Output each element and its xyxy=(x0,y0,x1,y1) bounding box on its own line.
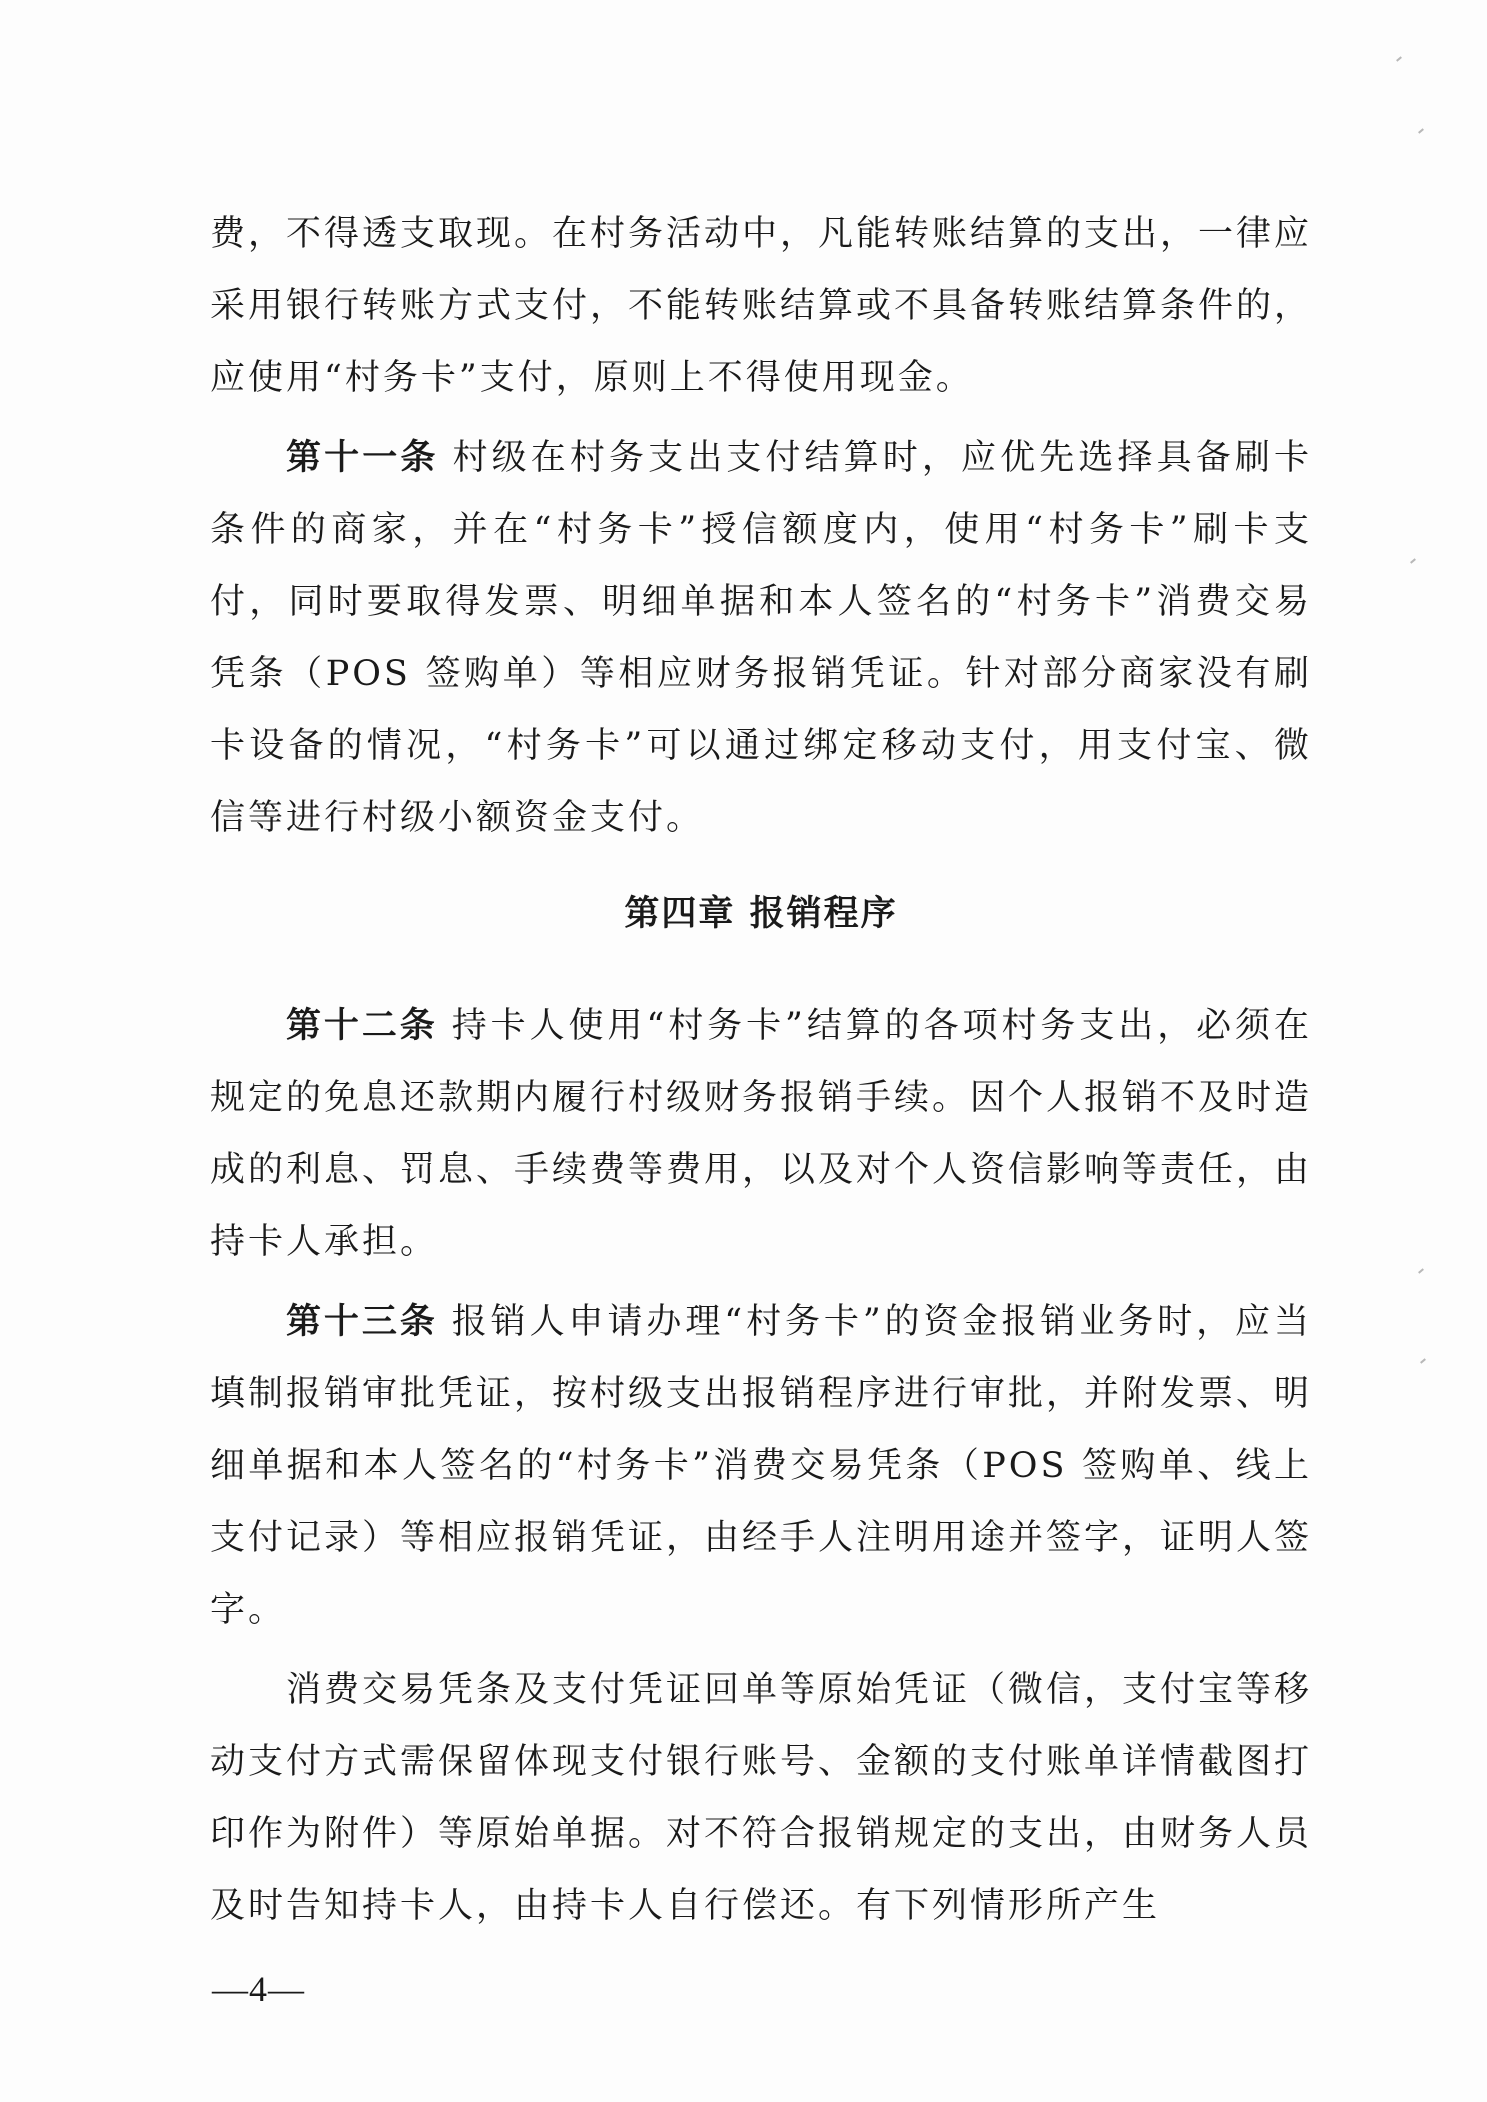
paragraph-continuation: 费，不得透支取现。在村务活动中，凡能转账结算的支出，一律应采用银行转账方式支付，不能转账结算或不具备转账结算条件的，应使用“村务卡”支付，原则上不得使用现金。 xyxy=(210,214,1313,398)
scan-speck xyxy=(1410,558,1416,563)
scan-speck xyxy=(1420,1358,1426,1363)
page-number: —4— xyxy=(212,1969,305,2009)
paragraph-original-vouchers: 消费交易凭条及支付凭证回单等原始凭证（微信，支付宝等移动支付方式需保留体现支付银行账号、金额的支付账单详情截图打印作为附件）等原始单据。对不符合报销规定的支出，由财务人员及时告知持卡人，由持卡人自行偿还。有下列情形所产生 xyxy=(210,1670,1313,1926)
article-11-label: 第十一条 xyxy=(286,438,439,478)
article-13 xyxy=(210,1286,1312,1646)
scan-speck xyxy=(1418,128,1424,133)
chapter-heading: 第四章 报销程序 xyxy=(624,894,898,934)
article-13-label: 第十三条 xyxy=(286,1302,438,1342)
article-12 xyxy=(210,990,1312,1278)
scan-speck xyxy=(1396,56,1402,61)
article-12-label: 第十二条 xyxy=(286,1006,438,1046)
document-body xyxy=(210,198,1312,1942)
article-11 xyxy=(210,422,1312,854)
article-12-text: 持卡人使用“村务卡”结算的各项村务支出，必须在规定的免息还款期内履行村级财务报销手续。因个人报销不及时造成的利息、罚息、手续费等费用，以及对个人资信影响等责任，由持卡人承担。 xyxy=(210,1006,1313,1262)
scan-speck xyxy=(1418,1268,1424,1273)
article-13-text: 报销人申请办理“村务卡”的资金报销业务时，应当填制报销审批凭证，按村级支出报销程序进行审批，并附发票、明细单据和本人签名的“村务卡”消费交易凭条（POS 签购单、线上支付记录）等相应报销凭证，由经手人注明用途并签字，证明人签字。 xyxy=(210,1302,1313,1630)
article-11-text: 村级在村务支出支付结算时，应优先选择具备刷卡条件的商家，并在“村务卡”授信额度内，使用“村务卡”刷卡支付，同时要取得发票、明细单据和本人签名的“村务卡”消费交易凭条（POS 签购单）等相应财务报销凭证。针对部分商家没有刷卡设备的情况，“村务卡”可以通过绑定移动支付，用支付宝、微信等进行村级小额资金支付。 xyxy=(210,438,1312,838)
